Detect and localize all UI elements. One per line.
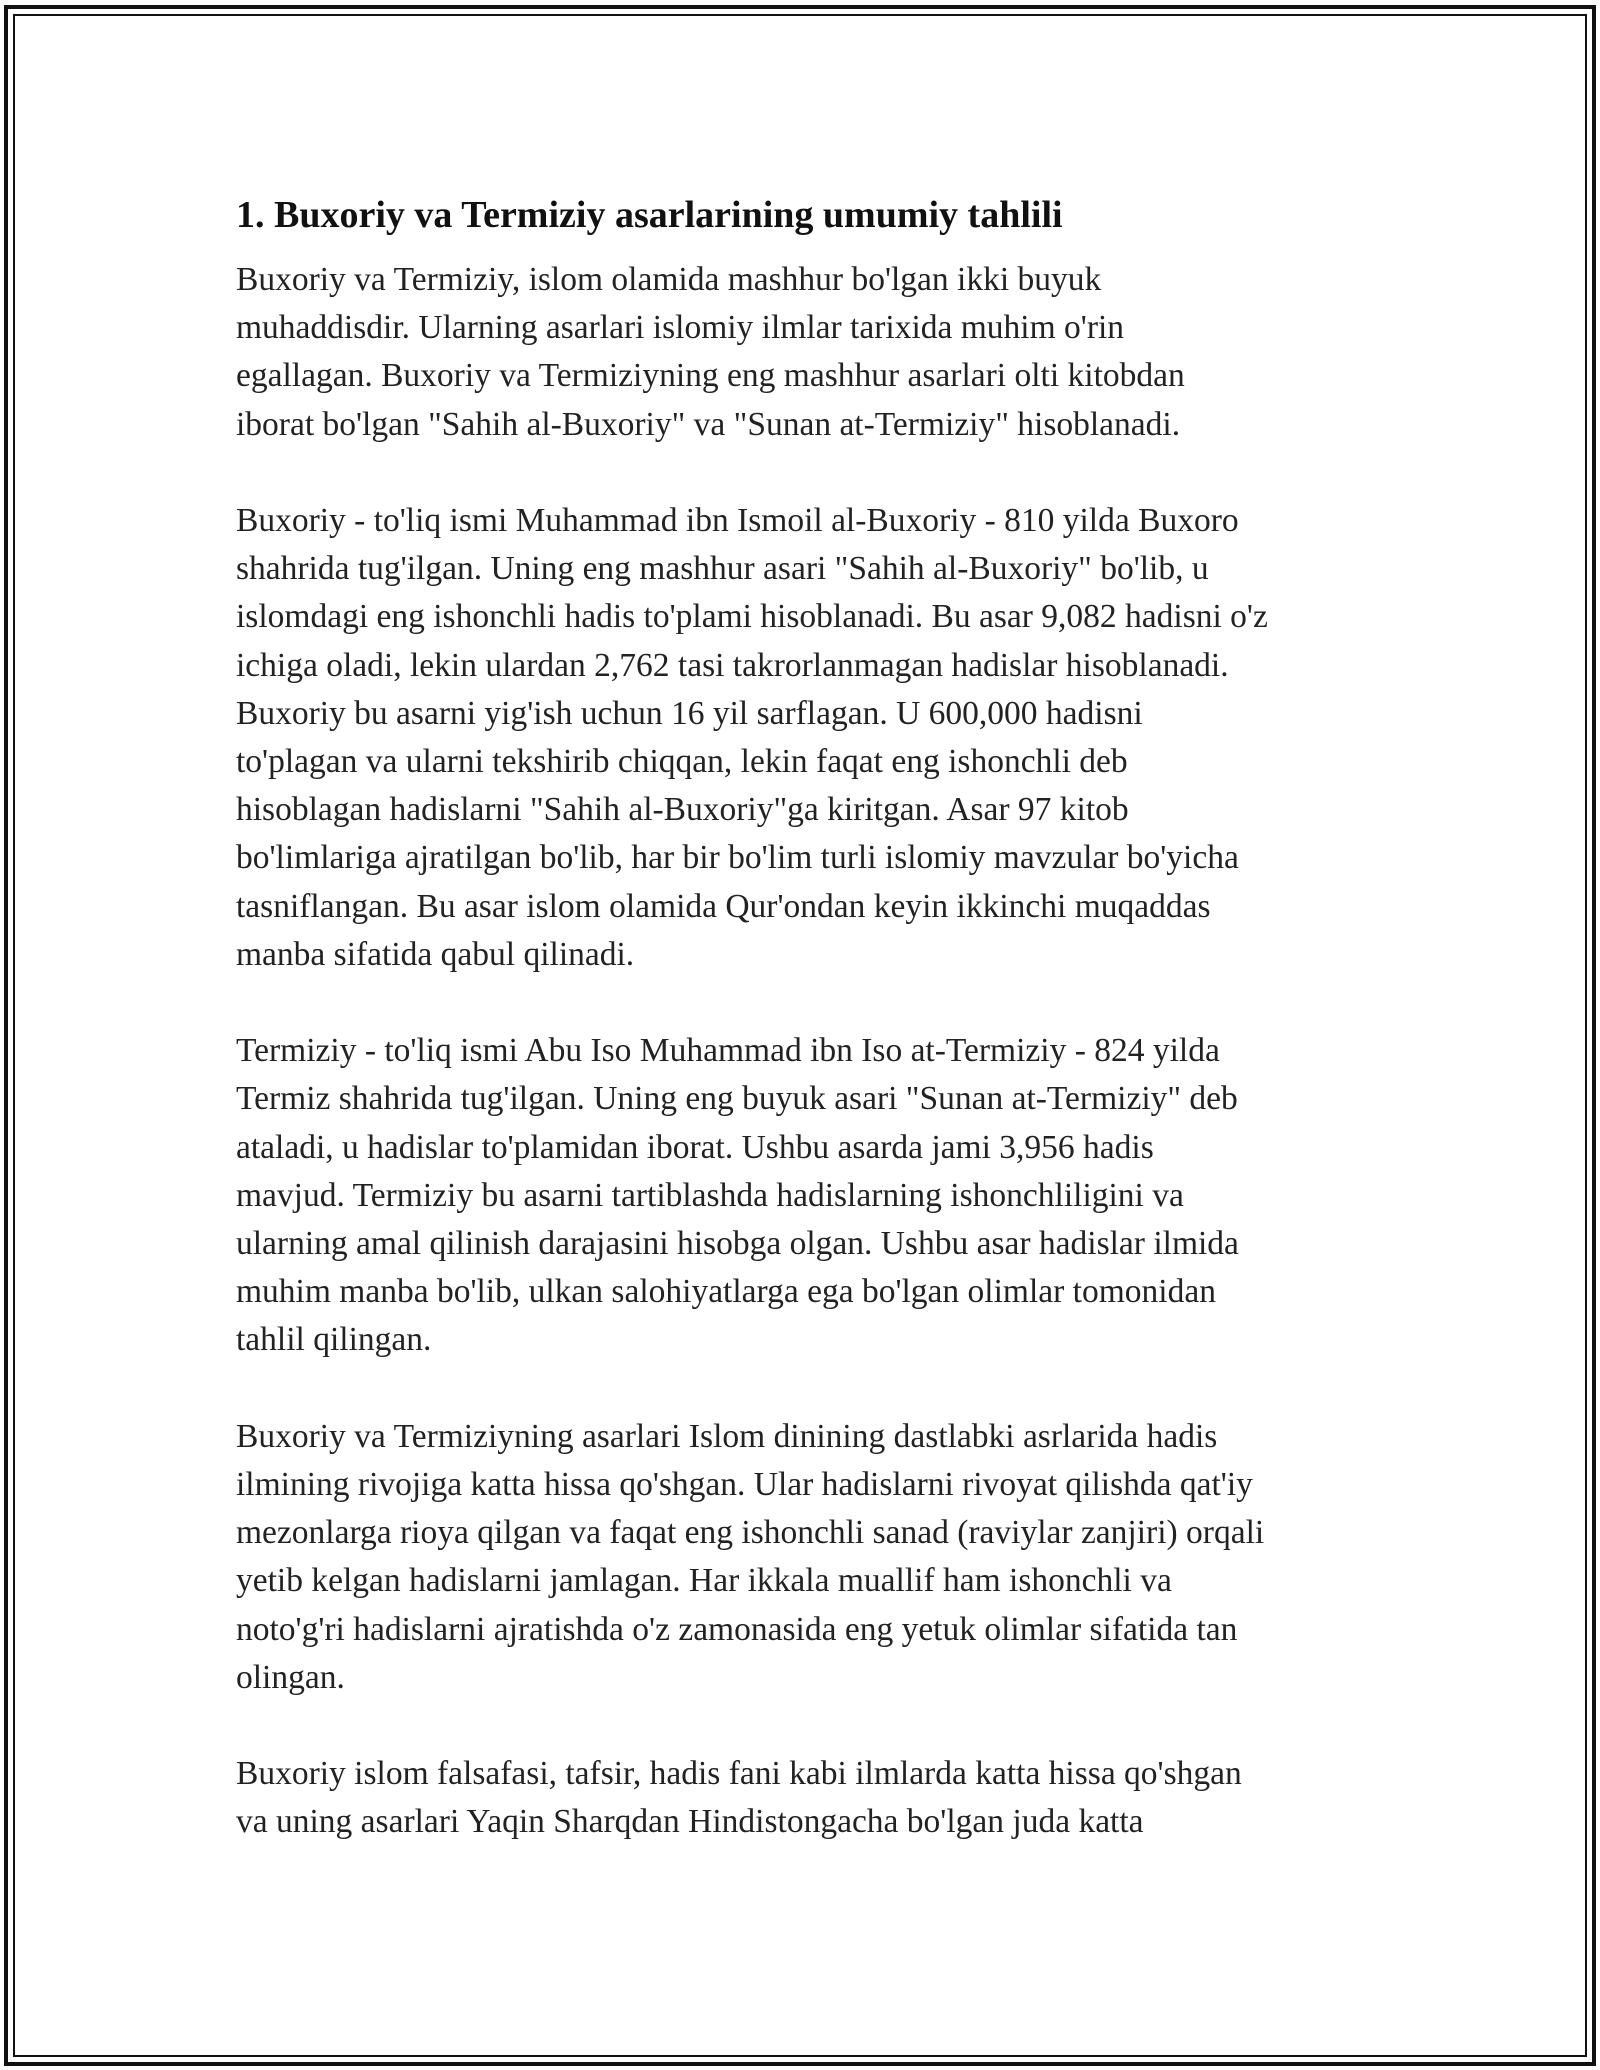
- paragraph-intro: Buxoriy va Termiziy, islom olamida mashhur bo'lgan ikki buyuk muhaddisdir. Ularning asarlari islomiy ilmlar tarixida muhim o'rin egallagan. Buxoriy va Termiziyning eng mashhur asarlari olti kitobdan iborat bo'lgan "Sahih al-Buxoriy" va "Sunan at-Termiziy" hisoblanadi.: [236, 261, 1185, 443]
- paragraph-buxoriy: Buxoriy - to'liq ismi Muhammad ibn Ismoil al-Buxoriy - 810 yilda Buxoro shahrida tug'ilgan. Uning eng mashhur asari "Sahih al-Buxoriy" bo'lib, u islomdagi eng ishonchli hadis to'plami hisoblanadi. Bu asar 9,082 hadisni o'z ichiga oladi, lekin ulardan 2,762 tasi takrorlanmagan hadislar hisoblanadi. Buxoriy bu asarni yig'ish uchun 16 yil sarflagan. U 600,000 hadisni to'plagan va ularni tekshirib chiqqan, lekin faqat eng ishonchli deb hisoblagan hadislarni "Sahih al-Buxoriy"ga kiritgan. Asar 97 kitob bo'limlariga ajratilgan bo'lib, har bir bo'lim turli islomiy mavzular bo'yicha tasniflangan. Bu asar islom olamida Qur'ondan keyin ikkinchi muqaddas manba sifatida qabul qilinadi.: [236, 502, 1268, 973]
- section-heading: 1. Buxoriy va Termiziy asarlarining umumiy tahlili: [236, 194, 1063, 236]
- paragraph-contribution: Buxoriy va Termiziyning asarlari Islom dinining dastlabki asrlarida hadis ilmining rivojiga katta hissa qo'shgan. Ular hadislarni rivoyat qilishda qat'iy mezonlarga rioya qilgan va faqat eng ishonchli sanad (raviylar zanjiri) orqali yetib kelgan hadislarni jamlagan. Har ikkala muallif ham ishonchli va noto'g'ri hadislarni ajratishda o'z zamonasida eng yetuk olimlar sifatida tan olingan.: [236, 1417, 1265, 1696]
- document-body: [236, 186, 1396, 1895]
- paragraph-termiziy: Termiziy - to'liq ismi Abu Iso Muhammad ibn Iso at-Termiziy - 824 yilda Termiz shahrida tug'ilgan. Uning eng buyuk asari "Sunan at-Termiziy" deb ataladi, u hadislar to'plamidan iborat. Ushbu asarda jami 3,956 hadis mavjud. Termiziy bu asarni tartiblashda hadislarning ishonchliligini va ularning amal qilinish darajasini hisobga olgan. Ushbu asar hadislar ilmida muhim manba bo'lib, ulkan salohiyatlarga ega bo'lgan olimlar tomonidan tahlil qilingan.: [236, 1032, 1239, 1359]
- paragraph-philosophy: Buxoriy islom falsafasi, tafsir, hadis fani kabi ilmlarda katta hissa qo'shgan va uning asarlari Yaqin Sharqdan Hindistongacha bo'lgan juda katta: [236, 1755, 1242, 1841]
